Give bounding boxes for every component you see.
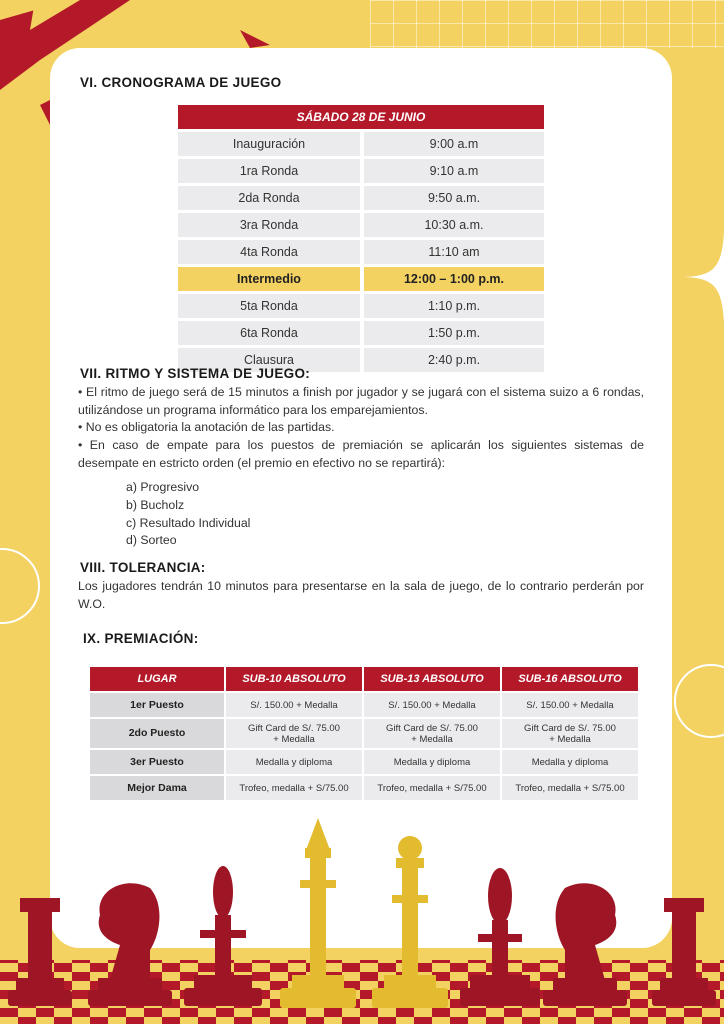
tiebreak-list [126,479,250,550]
prize-cell: Medalla y diploma [364,750,500,774]
list-item: a) Progresivo [126,480,200,494]
prize-cell: Gift Card de S/. 75.00 + Medalla [364,719,500,748]
schedule-row [178,321,544,345]
schedule-time: 1:50 p.m. [364,321,544,345]
prize-cell: Trofeo, medalla + S/75.00 [226,776,362,800]
ritmo-bullet-1: • El ritmo de juego será de 15 minutos a finish por jugador y se jugará con el sistema suizo a 6 rondas, utilizándose un programa informático para los emparejamientos. [78,385,644,417]
schedule-row [178,294,544,318]
ritmo-bullet-2: • No es obligatoria la anotación de las partidas. [78,420,335,434]
sparkle-icon [684,232,724,322]
column-header: LUGAR [90,667,224,691]
chess-pieces-illustration [0,810,724,1024]
schedule-time: 1:10 p.m. [364,294,544,318]
table-row [90,776,638,800]
schedule-event: 1ra Ronda [178,159,364,183]
prize-place: 3er Puesto [90,750,224,774]
schedule-row [178,213,544,237]
tolerancia-text: Los jugadores tendrán 10 minutos para presentarse en la sala de juego, de lo contrario perderán por W.O. [78,579,644,611]
schedule-row-highlight [178,267,544,291]
schedule-row [178,186,544,210]
column-header: SUB-16 ABSOLUTO [502,667,638,691]
prize-cell: Medalla y diploma [226,750,362,774]
prize-place: 2do Puesto [90,719,224,748]
prize-cell: Gift Card de S/. 75.00 + Medalla [502,719,638,748]
circle-decoration [674,664,724,738]
section-title-cronograma: VI. CRONOGRAMA DE JUEGO [80,75,282,90]
section-title-premiacion: IX. PREMIACIÓN: [83,631,199,646]
list-item: c) Resultado Individual [126,515,251,530]
prize-cell: Gift Card de S/. 75.00 + Medalla [226,719,362,748]
column-header: SUB-10 ABSOLUTO [226,667,362,691]
schedule-event: 2da Ronda [178,186,364,210]
schedule-time: 12:00 – 1:00 p.m. [364,267,544,291]
prize-cell: S/. 150.00 + Medalla [226,693,362,717]
schedule-event: 4ta Ronda [178,240,364,264]
prize-cell: S/. 150.00 + Medalla [502,693,638,717]
schedule-event: Inauguración [178,132,364,156]
schedule-header: SÁBADO 28 DE JUNIO [178,105,544,129]
section-title-ritmo: VII. RITMO Y SISTEMA DE JUEGO: [80,366,311,381]
schedule-event: Intermedio [178,267,364,291]
ritmo-bullet-3: • En caso de empate para los puestos de premiación se aplicarán los siguientes sistemas de desempate en estricto orden (el premio en efectivo no se repartirá): [78,438,644,470]
prizes-table [88,665,640,802]
list-item: b) Bucholz [126,497,185,512]
schedule-time: 9:50 a.m. [364,186,544,210]
column-header: SUB-13 ABSOLUTO [364,667,500,691]
schedule-time: 11:10 am [364,240,544,264]
schedule-row [178,240,544,264]
schedule-event: Clausura [178,348,364,372]
prize-cell: Trofeo, medalla + S/75.00 [502,776,638,800]
schedule-time: 2:40 p.m. [364,348,544,372]
grid-decoration [370,0,724,48]
schedule-time: 10:30 a.m. [364,213,544,237]
section-title-tolerancia: VIII. TOLERANCIA: [80,560,206,575]
table-row [90,719,638,748]
schedule-event: 5ta Ronda [178,294,364,318]
schedule-row [178,132,544,156]
schedule-row [178,159,544,183]
table-row [90,693,638,717]
list-item: d) Sorteo [126,533,177,548]
schedule-time: 9:00 a.m [364,132,544,156]
schedule-event: 3ra Ronda [178,213,364,237]
schedule-table [178,102,544,375]
prize-cell: S/. 150.00 + Medalla [364,693,500,717]
schedule-time: 9:10 a.m [364,159,544,183]
circle-decoration [0,548,40,624]
prize-place: 1er Puesto [90,693,224,717]
table-row [90,750,638,774]
prize-cell: Trofeo, medalla + S/75.00 [364,776,500,800]
prize-cell: Medalla y diploma [502,750,638,774]
schedule-event: 6ta Ronda [178,321,364,345]
prize-place: Mejor Dama [90,776,224,800]
